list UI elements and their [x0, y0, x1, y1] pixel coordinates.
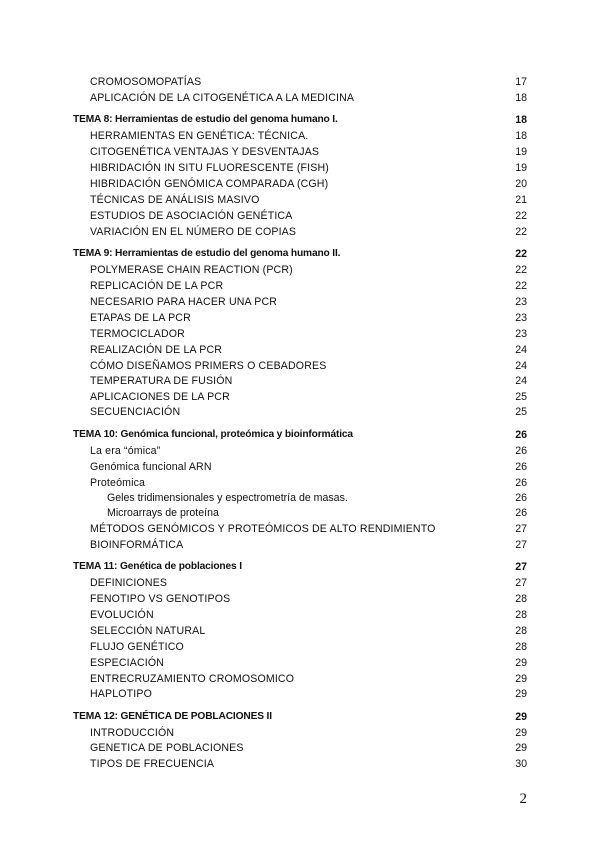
- toc-entry-title: FENOTIPO VS GENOTIPOS: [90, 593, 231, 605]
- toc-entry-page: 18: [515, 92, 527, 104]
- toc-entry-page: 22: [515, 210, 527, 222]
- toc-entry-title: TERMOCICLADOR: [90, 328, 185, 340]
- toc-entry: [0, 279, 600, 293]
- toc-entry: [0, 672, 600, 686]
- toc-entry-page: 22: [515, 226, 527, 238]
- toc-entry-page: 29: [515, 711, 527, 723]
- toc-entry-page: 26: [515, 477, 527, 489]
- toc-entry: [0, 91, 600, 105]
- toc-entry: [0, 522, 600, 536]
- toc-entry: [0, 656, 600, 670]
- toc-chapter-heading: [0, 428, 600, 442]
- toc-entry-title: CROMOSOMOPATÍAS: [90, 76, 202, 88]
- toc-entry: [0, 687, 600, 701]
- toc-entry-title: CÓMO DISEÑAMOS PRIMERS O CEBADORES: [90, 360, 327, 372]
- toc-entry: [0, 75, 600, 89]
- toc-entry-title: GENETICA DE POBLACIONES: [90, 742, 244, 754]
- toc-entry: [0, 177, 600, 191]
- toc-entry-page: 23: [515, 312, 527, 324]
- toc-entry-page: 22: [515, 280, 527, 292]
- toc-entry-page: 25: [515, 406, 527, 418]
- toc-entry-page: 24: [515, 344, 527, 356]
- toc-entry: [0, 129, 600, 143]
- toc-entry-page: 28: [515, 641, 527, 653]
- toc-entry: [0, 359, 600, 373]
- toc-entry-page: 27: [515, 539, 527, 551]
- toc-entry-title: SELECCIÓN NATURAL: [90, 625, 206, 637]
- toc-chapter-heading: [0, 247, 600, 261]
- toc-entry: [0, 538, 600, 552]
- toc-entry: [0, 390, 600, 404]
- toc-entry: [0, 263, 600, 277]
- toc-entry-page: 26: [515, 461, 527, 473]
- toc-entry-title: SECUENCIACIÓN: [90, 406, 181, 418]
- toc-entry: [0, 145, 600, 159]
- toc-entry-page: 26: [515, 507, 527, 519]
- toc-entry-page: 28: [515, 609, 527, 621]
- toc-chapter-heading: [0, 113, 600, 127]
- toc-entry-title: TEMA 8: Herramientas de estudio del genoma humano I.: [73, 114, 338, 125]
- toc-entry-page: 29: [515, 688, 527, 700]
- toc-entry-title: APLICACIÓN DE LA CITOGENÉTICA A LA MEDICINA: [90, 92, 355, 104]
- toc-entry-page: 22: [515, 264, 527, 276]
- toc-subsubentry: [0, 506, 600, 520]
- toc-entry: [0, 460, 600, 474]
- toc-entry-title: HIBRIDACIÓN IN SITU FLUORESCENTE (FISH): [90, 162, 329, 174]
- toc-entry-page: 18: [515, 114, 527, 126]
- toc-entry: [0, 343, 600, 357]
- toc-entry: [0, 476, 600, 490]
- toc-entry-title: BIOINFORMÁTICA: [90, 539, 184, 551]
- toc-entry-title: ESPECIACIÓN: [90, 657, 165, 669]
- toc-entry-title: VARIACIÓN EN EL NÚMERO DE COPIAS: [90, 226, 297, 238]
- toc-entry-title: ESTUDIOS DE ASOCIACIÓN GENÉTICA: [90, 210, 293, 222]
- toc-entry: [0, 161, 600, 175]
- toc-entry-page: 25: [515, 391, 527, 403]
- toc-chapter-heading: [0, 560, 600, 574]
- toc-entry-title: La era “ómica”: [90, 445, 161, 457]
- toc-entry-title: TEMA 9: Herramientas de estudio del genoma humano II.: [73, 248, 341, 259]
- toc-entry-page: 29: [515, 673, 527, 685]
- toc-entry-title: POLYMERASE CHAIN REACTION (PCR): [90, 264, 293, 276]
- page-number: 2: [519, 791, 527, 807]
- toc-chapter-heading: [0, 710, 600, 724]
- toc-entry-title: REPLICACIÓN DE LA PCR: [90, 280, 224, 292]
- toc-entry-title: TIPOS DE FRECUENCIA: [90, 758, 215, 770]
- toc-entry-page: 17: [515, 76, 527, 88]
- toc-entry: [0, 327, 600, 341]
- toc-entry-page: 24: [515, 375, 527, 387]
- toc-entry-page: 29: [515, 657, 527, 669]
- toc-entry-page: 29: [515, 742, 527, 754]
- toc-entry-page: 28: [515, 625, 527, 637]
- toc-entry-title: ENTRECRUZAMIENTO CROMOSOMICO: [90, 673, 295, 685]
- toc-entry: [0, 576, 600, 590]
- toc-entry-page: 21: [515, 194, 527, 206]
- toc-entry-title: EVOLUCIÓN: [90, 609, 154, 621]
- toc-entry-title: TÉCNICAS DE ANÁLISIS MASIVO: [90, 194, 260, 206]
- toc-entry-page: 26: [515, 445, 527, 457]
- toc-entry-page: 23: [515, 328, 527, 340]
- toc-entry-title: MÉTODOS GENÓMICOS Y PROTEÓMICOS DE ALTO RENDIMIENTO: [90, 523, 436, 535]
- toc-entry-page: 27: [515, 561, 527, 573]
- toc-entry-title: FLUJO GENÉTICO: [90, 641, 184, 653]
- toc-entry-title: TEMA 11: Genética de poblaciones I: [73, 561, 242, 572]
- toc-entry: [0, 608, 600, 622]
- toc-entry-page: 20: [515, 178, 527, 190]
- toc-entry-page: 27: [515, 523, 527, 535]
- toc-entry: [0, 741, 600, 755]
- toc-entry-page: 27: [515, 577, 527, 589]
- toc-entry-title: HERRAMIENTAS EN GENÉTICA: TÉCNICA.: [90, 130, 309, 142]
- toc-entry-page: 22: [515, 248, 527, 260]
- toc-entry: [0, 225, 600, 239]
- toc-entry: [0, 726, 600, 740]
- toc-entry: [0, 295, 600, 309]
- toc-entry-page: 26: [515, 492, 527, 504]
- toc-entry-page: 30: [515, 758, 527, 770]
- toc-entry: [0, 640, 600, 654]
- toc-entry-page: 19: [515, 146, 527, 158]
- toc-entry-title: HAPLOTIPO: [90, 688, 152, 700]
- toc-entry-page: 29: [515, 727, 527, 739]
- toc-entry-page: 28: [515, 593, 527, 605]
- toc-entry-page: 24: [515, 360, 527, 372]
- toc-entry-page: 18: [515, 130, 527, 142]
- toc-entry: [0, 209, 600, 223]
- toc-entry-page: 19: [515, 162, 527, 174]
- toc-entry: [0, 592, 600, 606]
- toc-entry-title: TEMA 12: GENÉTICA DE POBLACIONES II: [73, 711, 272, 722]
- toc-entry-title: REALIZACIÓN DE LA PCR: [90, 344, 223, 356]
- toc-entry-title: INTRODUCCIÓN: [90, 727, 175, 739]
- toc-entry-title: TEMPERATURA DE FUSIÓN: [90, 375, 233, 387]
- toc-entry: [0, 311, 600, 325]
- toc-entry: [0, 624, 600, 638]
- toc-entry-title: TEMA 10: Genómica funcional, proteómica y bioinformática: [73, 429, 353, 440]
- toc-entry-title: ETAPAS DE LA PCR: [90, 312, 191, 324]
- toc-entry: [0, 757, 600, 771]
- toc-entry-title: CITOGENÉTICA VENTAJAS Y DESVENTAJAS: [90, 146, 320, 158]
- toc-entry-title: APLICACIONES DE LA PCR: [90, 391, 230, 403]
- toc-entry-title: HIBRIDACIÓN GENÓMICA COMPARADA (CGH): [90, 178, 329, 190]
- toc-entry-title: DEFINICIONES: [90, 577, 168, 589]
- toc-entry-title: Geles tridimensionales y espectrometría de masas.: [107, 492, 348, 504]
- toc-entry-title: Genómica funcional ARN: [90, 461, 212, 473]
- toc-entry: [0, 405, 600, 419]
- toc-entry-title: Proteómica: [90, 477, 146, 489]
- toc-entry-page: 23: [515, 296, 527, 308]
- toc-entry: [0, 193, 600, 207]
- toc-entry: [0, 374, 600, 388]
- toc-entry-title: NECESARIO PARA HACER UNA PCR: [90, 296, 278, 308]
- toc-entry-title: Microarrays de proteína: [107, 507, 219, 519]
- toc-entry: [0, 444, 600, 458]
- toc-subsubentry: [0, 491, 600, 505]
- toc-entry-page: 26: [515, 429, 527, 441]
